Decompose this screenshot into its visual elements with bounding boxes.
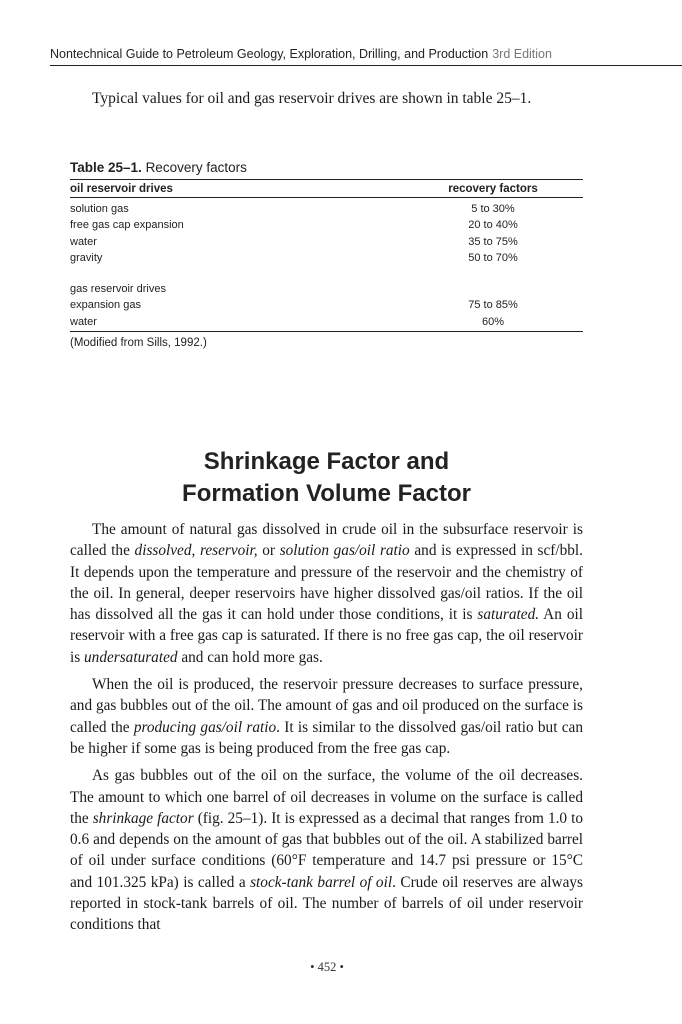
table-row — [70, 201, 583, 217]
drive-cell: expansion gas — [70, 299, 141, 312]
term-shrinkage-factor: shrinkage factor — [92, 809, 194, 827]
factor-cell: 35 to 75% — [468, 235, 518, 248]
section-title-line1: Shrinkage Factor and — [203, 448, 450, 475]
table-label: Table 25–1. — [70, 160, 142, 175]
section-title-line2: Formation Volume Factor — [182, 480, 471, 507]
running-header — [50, 47, 682, 66]
factor-cell: 75 to 85% — [468, 299, 518, 312]
text-run: . Crude oil reserves are always reported in stock-tank barrels of oil. The number of barrels of oil under reservoir conditions that — [70, 873, 583, 934]
book-title: Nontechnical Guide to Petroleum Geology, Exploration, Drilling, and Production — [50, 47, 489, 61]
table-row — [70, 314, 583, 330]
term-solution-gas-oil-ratio: solution gas/oil ratio — [279, 542, 410, 560]
page-number: • 452 • — [310, 960, 344, 974]
table-source-note: (Modified from Sills, 1992.) — [70, 337, 207, 350]
term-producing-gas-oil-ratio: producing gas/oil ratio — [133, 718, 277, 736]
section-title — [70, 446, 583, 510]
paragraph-shrinkage-factor — [70, 765, 583, 935]
column-header-drives: oil reservoir drives — [70, 183, 173, 195]
text-run: or — [257, 542, 280, 560]
drive-cell: free gas cap expansion — [70, 219, 184, 232]
intro-sentence: Typical values for oil and gas reservoir drives are shown in table 25–1. — [92, 90, 532, 107]
text-run: An oil reservoir with a free gas cap is saturated. If there is no free gas cap, the oil reservoir is — [70, 606, 583, 666]
edition-label: 3rd Edition — [492, 47, 552, 61]
factor-cell: 20 to 40% — [468, 219, 518, 232]
text-run: and can hold more gas. — [177, 648, 323, 666]
paragraph-producing-ratio — [70, 674, 583, 759]
text-run: and is expressed in scf/bbl. It depends upon the temperature and pressure of the reservoir and the chemistry of the oil. In general, deeper reservoirs have higher dissolved gas/oil ratios. If the oil has dissolved all the gas it can hold under those conditions, it is — [70, 542, 583, 624]
drive-cell: solution gas — [70, 203, 129, 215]
recovery-factors-table — [70, 160, 583, 349]
table-row — [70, 217, 583, 233]
factor-cell: 60% — [481, 315, 505, 328]
table-row — [70, 234, 583, 250]
factor-cell: 50 to 70% — [468, 251, 518, 264]
table-section-label-row — [70, 281, 583, 297]
gas-section-label: gas reservoir drives — [70, 283, 166, 296]
drive-cell: gravity — [70, 251, 103, 264]
text-run: . It is similar to the dissolved gas/oil ratio but can be higher if some gas is being produced from the free gas cap. — [70, 718, 583, 757]
term-stock-tank-barrel: stock-tank barrel of oil — [250, 873, 393, 891]
drive-cell: water — [70, 315, 97, 328]
table-row — [70, 297, 583, 313]
column-header-factors: recovery factors — [448, 183, 538, 195]
table-spacer — [70, 266, 583, 281]
factor-cell: 5 to 30% — [471, 203, 515, 215]
text-run: When the oil is produced, the reservoir pressure decreases to surface pressure, and gas bubbles out of the oil. The amount of gas and oil produced on the surface is called the — [70, 676, 583, 736]
text-run: As gas bubbles out of the oil on the surface, the volume of the oil decreases. The amount to which one barrel of oil decreases in volume on the surface is called the — [70, 767, 583, 827]
term-saturated: saturated. — [477, 606, 540, 624]
text-run: (fig. 25–1). It is expressed as a decimal that ranges from 1.0 to 0.6 and depends on the amount of gas that bubbles out of the oil. A stabilized barrel of oil under surface conditions (60°F temperature and 14.7 psi pressure or 15°C and 101.325 kPa) is called a — [70, 809, 584, 891]
table-caption — [70, 160, 583, 180]
term-dissolved-reservoir: dissolved, reservoir, — [134, 542, 258, 560]
term-undersaturated: undersaturated — [84, 648, 178, 666]
table-caption-text: Recovery factors — [145, 160, 247, 175]
body-text — [70, 519, 583, 942]
paragraph-dissolved-gas — [70, 519, 583, 668]
table-row — [70, 250, 583, 266]
drive-cell: water — [70, 235, 97, 248]
table-column-header — [70, 180, 583, 198]
text-run: The amount of natural gas dissolved in crude oil in the subsurface reservoir is called the — [70, 521, 583, 560]
